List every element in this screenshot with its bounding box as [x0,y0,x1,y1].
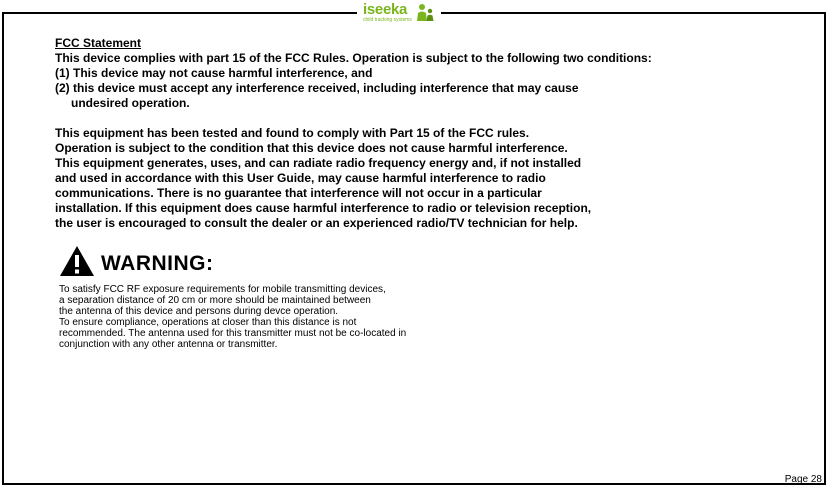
warning-triangle-icon [59,245,95,282]
fcc-statement [55,36,652,231]
fcc-line: communications. There is no guarantee that interference will not occur in a particular [55,186,542,200]
page-number: Page 28 [784,474,822,485]
rf-warning [59,245,406,350]
brand-logo [357,0,441,24]
warning-line: the antenna of this device and persons during devce operation. [59,306,339,317]
fcc-line: This equipment has been tested and found to comply with Part 15 of the FCC rules. [55,126,530,140]
fcc-line: and used in accordance with this User Guide, may cause harmful interference to radio [55,171,546,185]
warning-line: conjunction with any other antenna or transmitter. [59,339,278,350]
fcc-line: installation. If this equipment does cause harmful interference to radio or television reception, [55,201,592,215]
fcc-line: (2) this device must accept any interference received, including interference that may cause [55,81,579,95]
fcc-heading: FCC Statement [55,36,142,50]
fcc-line: Operation is subject to the condition that this device does not cause harmful interference. [55,141,568,155]
brand-name: iseeka [363,0,408,18]
fcc-line: (1) This device may not cause harmful interference, and [55,66,373,80]
warning-line: recommended. The antenna used for this transmitter must not be co-located in [59,328,407,339]
warning-title: WARNING: [101,251,214,275]
brand-tagline: child tracking systems [363,16,412,23]
fcc-line-indented: undesired operation. [71,96,190,110]
warning-line: To ensure compliance, operations at closer than this distance is not [59,317,357,328]
fcc-line: This device complies with part 15 of the FCC Rules. Operation is subject to the following two conditions: [55,51,652,65]
fcc-line: the user is encouraged to consult the dealer or an experienced radio/TV technician for help. [55,216,578,230]
family-icon [415,2,435,22]
warning-line: a separation distance of 20 cm or more should be maintained between [59,295,371,306]
warning-line: To satisfy FCC RF exposure requirements for mobile transmitting devices, [59,284,386,295]
fcc-line: This equipment generates, uses, and can radiate radio frequency energy and, if not installed [55,156,582,170]
